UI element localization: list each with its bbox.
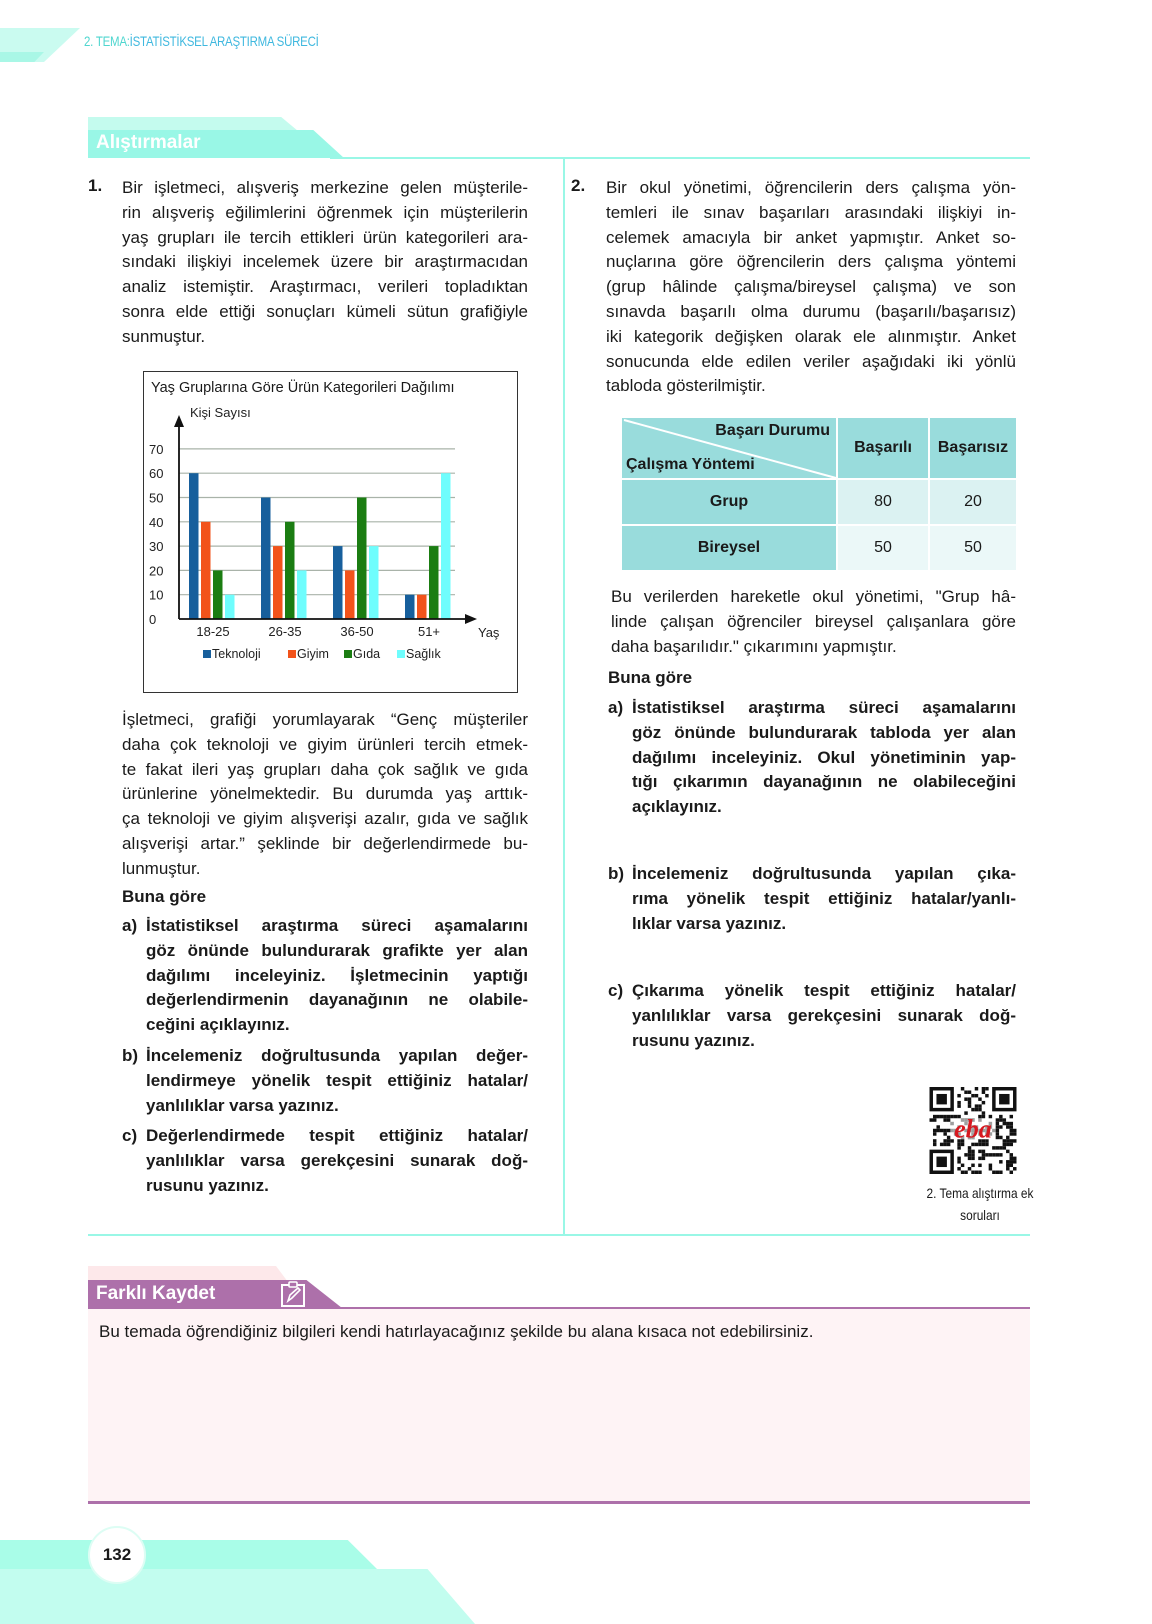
row-header: Bireysel xyxy=(621,525,837,571)
bar-giyim xyxy=(201,522,211,619)
caption-line: 2. Tema alıştırma ek xyxy=(926,1185,1034,1201)
y-tick-label: 50 xyxy=(149,490,164,506)
caption-line: soruları xyxy=(960,1207,1000,1223)
footer-decor-band xyxy=(0,1540,378,1570)
text-line: te fakat ileri yaş grupları daha çok sağlık ve gıda xyxy=(122,759,528,779)
text-line: Bir okul yönetimi, öğrencilerin ders çalışma yön- xyxy=(606,178,1016,197)
x-tick-label: 51+ xyxy=(417,624,441,639)
text-line: sındaki ilişkiyi incelemek üzere bir araştırmacıdan xyxy=(122,252,528,272)
running-header xyxy=(84,33,319,49)
question-1-buna-gore: Buna göre xyxy=(122,887,207,906)
legend-label: Sağlık xyxy=(406,647,441,661)
text-line: tabloda gösterilmiştir. xyxy=(606,376,766,396)
question-1-part-c-label: c) xyxy=(122,1126,138,1145)
y-tick-label: 60 xyxy=(149,466,164,482)
text-line: İstatistiksel araştırma süreci aşamalarını xyxy=(146,916,528,935)
text-line: Bir işletmeci, alışveriş merkezine gelen müşterile- xyxy=(122,178,528,197)
question-2-part-c xyxy=(632,979,1016,1053)
text-line: sunmuştur. xyxy=(122,326,206,346)
bar-giyim xyxy=(273,546,283,619)
text-line: temleri ile sınav başarıları arasındaki ilişkiyi in- xyxy=(606,202,1016,222)
legend-label: Giyim xyxy=(297,647,329,661)
bar-teknoloji xyxy=(333,546,343,619)
table-row xyxy=(621,479,1017,525)
question-2-number: 2. xyxy=(571,176,586,195)
bar-sağlık xyxy=(297,570,307,619)
bar-sağlık xyxy=(441,473,451,619)
text-line: yaş grupları ile tercih ettikleri ürün kategorileri ara- xyxy=(122,227,528,247)
page-number: 132 xyxy=(88,1526,146,1584)
text-line: sonucunda elde edilen veriler aşağıdaki iki yönlü xyxy=(606,351,1016,371)
tema-title: İSTATİSTİKSEL ARAŞTIRMA SÜRECİ xyxy=(129,33,319,49)
table-cell: 50 xyxy=(837,525,929,571)
text-line: dağılımı inceleyiniz. İşletmecinin yaptığı xyxy=(146,965,528,985)
x-tick-label: 18-25 xyxy=(196,624,230,639)
y-tick-label: 70 xyxy=(149,441,164,457)
text-line: dağılımı inceleyiniz. Okul yönetiminin yap- xyxy=(632,747,1016,767)
text-line: ceğini açıklayınız. xyxy=(146,1015,290,1035)
two-way-table xyxy=(620,416,1018,572)
section-decor-band xyxy=(88,117,298,131)
question-1-part-c xyxy=(146,1124,528,1198)
legend-swatch xyxy=(397,650,405,658)
text-line: (grup hâlinde çalışma/bireysel çalışma) ve son xyxy=(606,277,1016,297)
column-variable-label: Başarı Durumu xyxy=(715,422,830,439)
text-line: sonra elde ettiği sonuçları kümeli sütun grafiğiyle xyxy=(122,301,528,321)
text-line: daha çok teknoloji ve giyim ürünleri tercih etmek- xyxy=(122,734,528,754)
text-line: sınavda başarılı olma durumu (başarılı/başarısız) xyxy=(606,301,1016,321)
notes-decor-band xyxy=(88,1266,288,1282)
exercises-bottom-rule xyxy=(88,1234,1030,1236)
bar-giyim xyxy=(417,595,427,619)
text-line: Değerlendirmede tespit ettiğiniz hatalar/ xyxy=(146,1126,528,1145)
table-row xyxy=(621,525,1017,571)
column-header: Başarısız xyxy=(929,417,1017,479)
row-variable-label: Çalışma Yöntemi xyxy=(626,456,755,473)
x-tick-label: 36-50 xyxy=(340,624,374,639)
bar-gıda xyxy=(429,546,439,619)
question-2-intro xyxy=(606,176,1016,399)
text-line: İncelemeniz doğrultusunda yapılan değer- xyxy=(146,1046,528,1065)
row-header: Grup xyxy=(621,479,837,525)
text-line: iki kategorik değişken olarak ele alınmıştır. Anket xyxy=(606,326,1016,346)
clipboard-pencil-icon xyxy=(279,1281,307,1307)
text-line: değerlendirmenin dayanağının ne olabile- xyxy=(146,990,528,1010)
text-line: linde çalışan öğrenciler bireysel çalışanlara göre xyxy=(611,611,1016,631)
section-title: Alıştırmalar xyxy=(96,132,201,153)
notes-title: Farklı Kaydet xyxy=(96,1283,216,1304)
clustered-bar-chart xyxy=(143,371,518,693)
footer-decor-band-light xyxy=(0,1569,475,1624)
question-2-part-c-label: c) xyxy=(608,981,624,1000)
question-2-part-a xyxy=(632,696,1016,820)
legend-label: Teknoloji xyxy=(212,647,261,661)
question-2-part-b-label: b) xyxy=(608,864,625,883)
text-line: yanlılıklar varsa gerekçesini sunarak doğ- xyxy=(146,1150,528,1170)
text-line: ürünlerine yönelmektedir. Bu durumda yaş arttık- xyxy=(122,784,528,804)
text-line: lıklar varsa yazınız. xyxy=(632,913,787,933)
text-line: lunmuştur. xyxy=(122,858,201,878)
bar-giyim xyxy=(345,570,355,619)
bar-gıda xyxy=(357,498,367,620)
question-1-part-a xyxy=(146,914,528,1038)
question-1-part-a-label: a) xyxy=(122,916,138,935)
text-line: Bu verilerden hareketle okul yönetimi, "Grup hâ- xyxy=(611,587,1016,606)
bar-sağlık xyxy=(225,595,235,619)
qr-caption xyxy=(912,1182,1048,1226)
x-tick-label: 26-35 xyxy=(268,624,302,639)
bar-teknoloji xyxy=(189,473,199,619)
text-line: açıklayınız. xyxy=(632,797,722,817)
text-line: göz önünde bulundurarak grafikte yer alan xyxy=(146,940,528,960)
text-line: rıma yönelik tespit ettiğiniz hatalar/yanlı- xyxy=(632,888,1016,908)
question-1-number: 1. xyxy=(88,176,103,195)
text-line: yanlılıklar varsa yazınız. xyxy=(146,1095,339,1115)
text-line: daha başarılıdır." çıkarımını yapmıştır. xyxy=(611,636,897,656)
y-axis-arrow-icon xyxy=(174,415,184,427)
question-2-buna-gore: Buna göre xyxy=(608,668,693,687)
notes-instruction: Bu temada öğrendiğiniz bilgileri kendi hatırlayacağınız şekilde bu alana kısaca not edebilirsiniz. xyxy=(99,1322,814,1341)
bar-teknoloji xyxy=(405,595,415,619)
svg-text:eba: eba xyxy=(954,1114,992,1144)
question-2-conclusion xyxy=(611,585,1016,659)
tema-number: 2. TEMA: xyxy=(84,33,130,49)
text-line: analiz istemiştir. Araştırmacı, verileri topladıktan xyxy=(122,277,528,297)
x-axis-label: Yaş xyxy=(478,625,500,640)
column-divider xyxy=(563,159,565,1235)
text-line: nuçlarına göre öğrencilerin ders çalışma yöntemi xyxy=(606,252,1016,272)
bar-sağlık xyxy=(369,546,379,619)
legend-label: Gıda xyxy=(353,647,381,661)
text-line: yanlılıklar varsa gerekçesini sunarak doğ- xyxy=(632,1005,1016,1025)
text-line: Çıkarıma yönelik tespit ettiğiniz hatalar/ xyxy=(632,981,1016,1000)
column-header: Başarılı xyxy=(837,417,929,479)
text-line: rusunu yazınız. xyxy=(146,1175,269,1195)
table-cell: 20 xyxy=(929,479,1017,525)
section-rule xyxy=(330,157,1030,159)
y-tick-label: 0 xyxy=(149,612,157,627)
text-line: tığı çıkarımın dayanağının ne olabileceğini xyxy=(632,772,1016,792)
legend-swatch xyxy=(203,650,211,658)
table-corner-cell xyxy=(621,417,837,479)
text-line: göz önünde bulundurarak tabloda yer alan xyxy=(632,722,1016,742)
text-line: İşletmeci, grafiği yorumlayarak “Genç müşteriler xyxy=(122,710,528,729)
bar-gıda xyxy=(213,570,223,619)
question-1-interpretation xyxy=(122,708,528,882)
y-tick-label: 30 xyxy=(149,539,164,555)
question-1-part-b xyxy=(146,1044,528,1118)
y-tick-label: 20 xyxy=(149,563,164,579)
text-line: rin alışveriş eğilimlerini öğrenmek için müşterilerin xyxy=(122,202,528,222)
qr-code-icon[interactable] xyxy=(929,1087,1017,1174)
legend-swatch xyxy=(288,650,296,658)
text-line: İncelemeniz doğrultusunda yapılan çıka- xyxy=(632,864,1016,883)
text-line: ça teknoloji ve giyim alışverişi azalır, gıda ve sağlık xyxy=(122,809,528,829)
text-line: lendirmeye yönelik tespit ettiğiniz hatalar/ xyxy=(146,1070,528,1090)
table-header-row xyxy=(621,417,1017,479)
y-tick-label: 10 xyxy=(149,587,164,603)
text-line: alışverişi artar.” şeklinde bir değerlendirmede bu- xyxy=(122,833,528,853)
text-line: rusunu yazınız. xyxy=(632,1030,755,1050)
table-cell: 50 xyxy=(929,525,1017,571)
table-cell: 80 xyxy=(837,479,929,525)
question-2-part-b xyxy=(632,862,1016,936)
text-line: celemek amacıyla bir anket yapmıştır. Anket so- xyxy=(606,227,1016,247)
legend-swatch xyxy=(344,650,352,658)
bar-teknoloji xyxy=(261,498,271,620)
y-tick-label: 40 xyxy=(149,514,164,530)
question-1-intro xyxy=(122,176,528,350)
question-2-part-a-label: a) xyxy=(608,698,624,717)
bar-gıda xyxy=(285,522,295,619)
chart-title: Yaş Gruplarına Göre Ürün Kategorileri Dağılımı xyxy=(151,380,455,396)
y-axis-label: Kişi Sayısı xyxy=(190,405,251,420)
text-line: İstatistiksel araştırma süreci aşamalarını xyxy=(632,698,1016,717)
question-1-part-b-label: b) xyxy=(122,1046,139,1065)
x-axis-arrow-icon xyxy=(465,614,477,624)
